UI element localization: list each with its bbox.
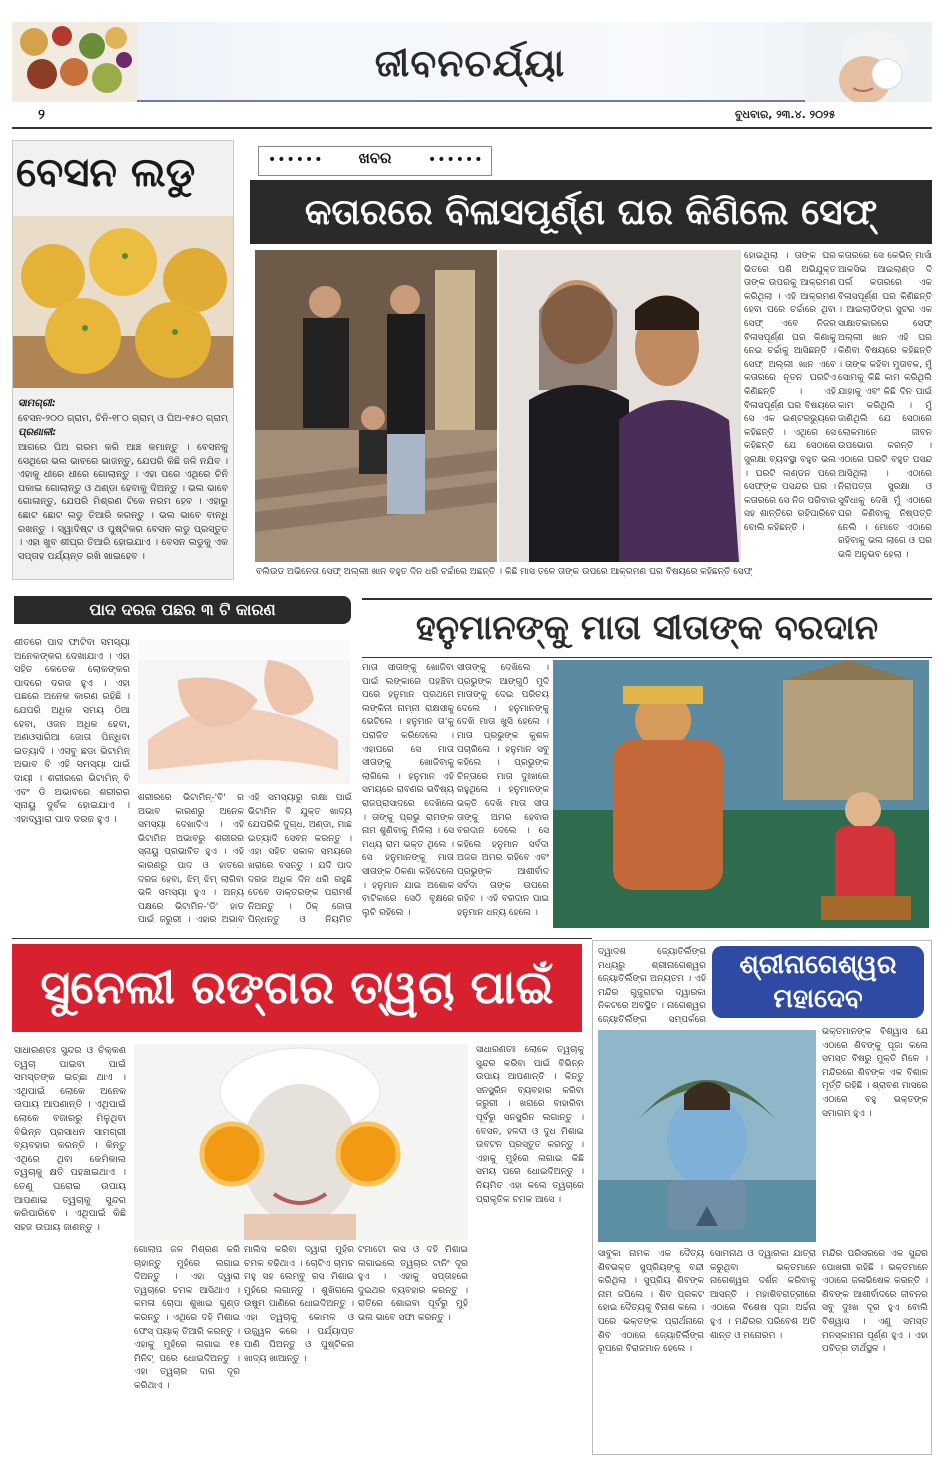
- besan-laddu-image: [13, 216, 233, 388]
- hanuman-body-col2: ସୀତାଙ୍କୁ ଦେଖିଲେ । ପ୍ରଭୁଙ୍କ ଆଙ୍ଗୁଠି ମୁଦି ମାତାଙ୍କୁ ଦେଇ ପରିଚୟ ଦେଲେ । ହନୁମାନଙ୍କୁ ଦେଖି ମାତା ଖୁସି ହେଲେ । ମାତା ପ୍ରଭୁଙ୍କ କୁଶଳ ପଚାରିଲେ । ହନୁମାନ ସବୁ କହିଲେ । ପ୍ରଭୁଙ୍କ ଚିନ୍ତାରେ ମାତା ଦୁଃଖରେ ରହୁଥିଲେ । ହନୁମାନଙ୍କ ଭକ୍ତି ଦେଖି ମାତା ସୀତା ତାଙ୍କୁ ଅମର ହେବାର ବରଦାନ ଦେଲେ । ସେ କହିଲେ ହନୁମାନ ସର୍ବଦା ଅଜର ଅମର ରହିବେ ଏବଂ ପ୍ରଭୁଙ୍କ ଆଶୀର୍ବାଦ ସର୍ବଦା ତାଙ୍କ ଉପରେ ରହିବ । ଏହି ବରଦାନ ପାଇ ହନୁମାନ ଧନ୍ୟ ହେଲେ ।: [457, 663, 549, 918]
- news-headline: କତାରରେ ବିଳାସପୂର୍ଣ୍ଣ ଘର କିଣିଲେ ସେଫ୍: [250, 180, 932, 244]
- hanuman-headline: ହନୁମାନଙ୍କୁ ମାତା ସୀତାଙ୍କ ବରଦାନ: [415, 608, 879, 648]
- page-number: ୨: [38, 107, 45, 123]
- news-photo-caption: ବଲିଉଡ ଅଭିନେତା ସେଫ୍ ଅଲ୍ଲୀ ଖାନ ବହୁତ ଦିନ ଧରି ଚର୍ଚ୍ଚାରେ ଅଛନ୍ତି । କିଛି ମାସ ତଳେ ତାଙ୍କ ଉପରେ ଆକ୍ରମଣ ଘର ବିଷୟରେ କହିଛନ୍ତି ସେଫ୍: [256, 567, 753, 577]
- shiva-headline: ଶ୍ରୀନାଗେଶ୍ୱର ମହାଦେବ: [712, 946, 924, 1018]
- shiva-body-col1: ଦ୍ୱାଦଶ ଜ୍ୟୋତିର୍ଲିଙ୍ଗ ମଧ୍ୟରୁ ଶ୍ରୀନାଗେଶ୍ୱର ଜ୍ୟୋତିର୍ଲିଙ୍ଗ ଅନ୍ୟତମ । ଏହି ମନ୍ଦିର ଗୁଜୁରାଟର ଦ୍ୱାରକା ନିକଟରେ ଅବସ୍ଥିତ । ନାଗେଶ୍ୱର ଜ୍ୟୋତିର୍ଲିଙ୍ଗ ସମ୍ପର୍କରେ: [598, 947, 706, 1025]
- ingredients-label: ସାମଗ୍ରୀ:: [18, 398, 56, 409]
- feet-body-col1: ଶୀତରେ ପାଦ ଫାଟିବା ସମସ୍ୟା ଅନେକଙ୍କର ଦେଖାଯାଏ । ଏହା ସହିତ କେତେକ ଲୋକଙ୍କର ପାଦରେ ଦରଜ ହୁଏ । ଏହା ପଛରେ ଅନେକ କାରଣ ରହିଛି । ଯେପରି ଅଧିକ ସମୟ ଠିଆ ହେବା, ଓଜନ ଅଧିକ ହେବା, ଅଣଓସାରିଆ ଜୋତା ପିନ୍ଧିବା ଇତ୍ୟାଦି । ଏସବୁ ଛଡା ଭିଟାମିନ୍ ଅଭାବ ବି ଏହି ସମସ୍ୟା ପାଇଁ ଦାୟୀ । ଶରୀରରେ ଭିଟାମିନ୍ ବି ଏବଂ ଡି ଅଭାବରେ ଶରୀରର ସ୍ନାୟୁ ଦୁର୍ବଳ ହୋଇଯାଏ । ଏହାଦ୍ୱାରା ପାଦ ଦରଜ ହୁଏ ।: [14, 637, 130, 825]
- hanuman-sita-painting: [553, 660, 929, 928]
- feet-body-col3: ଏହି ସମସ୍ୟାରୁ ରକ୍ଷା ପାଇଁ ଭିଟାମିନ ବି ଯୁକ୍ତ ଖାଦ୍ୟ ଯେପରିକି ଦୁଗ୍ଧ, ଅଣ୍ଡା, ମାଛ ଇତ୍ୟାଦି ସେବନ କରନ୍ତୁ । ଏହା ସହିତ ସକାଳ ସମୟରେ ଖରାରେ ବସନ୍ତୁ । ଯଦି ପାଦ ଦରଜ ଅଧିକ ଦିନ ଧରି ରହୁଛି ତେବେ ଡାକ୍ତରଙ୍କ ପରାମର୍ଶ ନିଅନ୍ତୁ । ଠିକ୍ ଜୋତା ପିନ୍ଧନ୍ତୁ ଓ ନିୟମିତ: [248, 793, 352, 926]
- shiva-body-col2: ଭକ୍ତମାନଙ୍କ ବିଶ୍ୱାସ ଯେ ଏଠାରେ ଶିବଙ୍କୁ ପୂଜା କଲେ ସମସ୍ତ ବିଷରୁ ମୁକ୍ତି ମିଳେ । ମନ୍ଦିରରେ ଶିବଙ୍କ ଏକ ବିଶାଳ ମୂର୍ତ୍ତି ରହିଛି । ଶ୍ରାବଣ ମାସରେ ଏଠାରେ ବହୁ ଭକ୍ତଙ୍କ ସମାଗମ ହୁଏ ।: [822, 1027, 928, 1119]
- feet-body-col2: ଶରୀରରେ ଭିଟାମିନ୍-'ବି' ର ଅଭାବ କାରଣରୁ ଅନେକ ସମସ୍ୟା ଦେଖାଦିଏ । ଏହି ଭିଟାମିନ ଅଭାବରୁ ଶରୀରର ସ୍ନାୟୁ ପ୍ରଭାବିତ ହୁଏ । ଏହି କାରଣରୁ ପାଦ ଓ ହାତରେ ଦରଜ ହେବା, ଝିମ୍ ଝିମ୍ ଲାଗିବା ଭଳି ସମସ୍ୟା ହୁଏ । ଅନ୍ୟ ପକ୍ଷରେ ଭିଟାମିନ-'ଡି' ହାଡ ପାଇଁ ଜରୁରୀ । ଏହାର ଅଭାବ: [138, 793, 244, 926]
- skin-body-col4: ଟମାଟୋ ରସ ଓ ଦହି ମିଶାଇ ଲଗାଇଲେ ତ୍ୱଚାର ଟାନିଂ ଦୂର ହୁଏ । ଏହାକୁ ସପ୍ତାହରେ ଦୁଇଥର ବ୍ୟବହାର କରନ୍ତୁ । ରାତିରେ ଶୋଇବା ପୂର୍ବରୁ ମୁହଁ ଭଲ ଭାବେ ସଫା କରନ୍ତୁ ।: [358, 1245, 468, 1323]
- skin-body-col5: ସାଧାରଣତଃ ଲୋକେ ତ୍ୱଚାକୁ ସୁନ୍ଦର କରିବା ପାଇଁ ବିଭିନ୍ନ ଉପାୟ ଆପଣାନ୍ତି । କିନ୍ତୁ ସନସ୍କ୍ରିନ ବ୍ୟବହାର କରିବା ଜରୁରୀ । ଖରାରେ ବାହାରିବା ପୂର୍ବରୁ ସନସ୍କ୍ରିନ ଲଗାନ୍ତୁ । ବେସନ, ହଳଦୀ ଓ ଦୁଧ ମିଶାଇ ଉବଟନ ପ୍ରସ୍ତୁତ କରନ୍ତୁ । ଏହାକୁ ମୁହଁରେ ଲଗାଇ କିଛି ସମୟ ପରେ ଧୋଇଦିଅନ୍ତୁ । ନିୟମିତ ଏହା କଲେ ତ୍ୱଚାରେ ପ୍ରାକୃତିକ ଚମକ ଆସେ ।: [476, 1045, 584, 1205]
- lord-shiva-image: [598, 1030, 816, 1242]
- skin-headline: ସୁନେଲୀ ରଙ୍ଗର ତ୍ୱଚା ପାଇଁ: [12, 944, 582, 1032]
- method-label: ପ୍ରଣାଳୀ:: [18, 427, 57, 438]
- ingredients-text: ବେସନ-୨୦୦ ଗ୍ରାମ, ଚିନି-୧୮୦ ଗ୍ରାମ୍ ଓ ଘିଅ-୧୫୦ ଗ୍ରାମ୍: [18, 413, 228, 424]
- skin-body-col3: ମାଲିସ କରିବା ଦ୍ୱାରା ମୁହଁର ଚମକ ବଢିଥାଏ । ଚୋଟିଏ ଚାମଚ ମହୁ ସହ ଲେମ୍ବୁ ରସ ମିଶାଇ ମୁହଁରେ ଲଗାନ୍ତୁ । ଶୁଖିଗଲେ ଉଷୁମ ପାଣିରେ ଧୋଇଦିଅନ୍ତୁ । ଏହା ତ୍ୱଚାକୁ କୋମଳ ଓ ଉଜ୍ଜ୍ୱଳ କରେ । ପର୍ଯ୍ୟାପ୍ତ ପାଣି ପିଅନ୍ତୁ ଓ ପୁଷ୍ଟିକର ଖାଦ୍ୟ ଖାଆନ୍ତୁ ।: [244, 1245, 354, 1364]
- feet-headline: ପାଦ ଦରଜ ପଛର ୩ ଟି କାରଣ: [14, 596, 351, 624]
- hanuman-body-col1: ମାତା ସୀତାଙ୍କୁ ଖୋଜିବା ପାଇଁ ଲଙ୍କାରେ ପହଞ୍ଚିବା ପରେ ହନୁମାନ ପ୍ରଥମେ ଲଙ୍କିନୀ ନାମ୍ନୀ ରାକ୍ଷସୀକୁ ଭେଟିଲେ । ହନୁମାନ ତା'କୁ ପରାଜିତ କରିଦେଲେ । ଏହାପରେ ସେ ମାତା ସୀତାଙ୍କୁ ଖୋଜିବାକୁ ଲାଗିଲେ । ହନୁମାନ ଏହି ସମୟରେ ରାବଣର ଭବିଷ୍ୟ ରାଜପ୍ରାସାଦରେ ଦେଖିଲେ । ତାଙ୍କୁ ପ୍ରଭୁ ରାମଙ୍କ ନାମ ଶୁଣିବାକୁ ମିଳିଲା । ସେ ମଧ୍ୟ ରାମ ଭକ୍ତ ଥିଲେ । ସେ ହନୁମାନଙ୍କୁ ମାତା ସୀତାଙ୍କ ଠିକଣା କହିଦେଲେ । ହନୁମାନ ଯାଇ ଅଶୋକ ବାଟିକାରେ ସେଠି ବୃକ୍ଷରେ ଲୁଚି ରହିଲେ ।: [362, 663, 454, 918]
- issue-date: ବୁଧବାର, ୨୩.୪. ୨୦୨୫: [735, 108, 836, 121]
- saif-family-photo: [255, 250, 497, 562]
- section-title: ଜୀବନଚର୍ଯ୍ୟା: [374, 40, 566, 85]
- face-care-woman-image: [805, 22, 932, 102]
- news-body-col2: କତାରରେ ସେ କେଭିନ୍ ମାର୍ସା ଆକସିଭ ଆଇଲାଣ୍ଡ ଦି ପର୍ଲ କତାରରେ ଏକ ବିଳାସପୂର୍ଣ୍ଣ ଘର କିଣିଛନ୍ତି । ଆଇଲାଡିଙ୍ଗ ସୁଟର ଏକ ସାକ୍ଷାତକାରରେ ସେଫ୍ ଅଲ୍ଲୀ ଖାନ ଏହି ଘର କିଣିବା ବିଷୟରେ କହିଛନ୍ତି । ତାଙ୍କ କହିବା ମୁତାବକ, ମୁଁ ସୋମକୁ କିଛି କାମ କରିଥିଲି ଯାହାକୁ ଏବଂ କିଛି ଦିନ ପାଇଁ କାମ କରିଥିଲି । ମୁଁ ଜାଣିଥିଲି ଯେ ସେଠାରେ ଲୋକମାନେ ଜୀବନ ଉପଭୋଗ କରନ୍ତି । ଏଠାରେ ଘରଟି ବହୁତ ପସନ୍ଦ ଆସିଥିଲା । ଏଠାରେ ନିରାପତ୍ତା ସୁରକ୍ଷା ଓ ସୁବିଧାକୁ ଦେଖି ମୁଁ ଏଠାରେ ଘର କିଣିବାକୁ ନିଷ୍ପତ୍ତି ନେଲି । ମୋତେ ଏଠାରେ ରହିବାକୁ ଭଲ ଲାଗେ ଓ ଘର ଭଳି ଅନୁଭବ ହେଲା ।: [838, 251, 932, 561]
- method-text: ଆଗରେ ଘିଅ ଗରମ କରି ଆଞ୍ଚ କମାନ୍ତୁ । ବେସନକୁ ସେଥିରେ ଭଲ ଭାବରେ ଭାଜନ୍ତୁ, ଯେପରି କିଛି ଜଳି ନଯିବ । ଏହାକୁ ଧୀରେ ଧୀରେ ଗୋଲାନ୍ତୁ । ଏହା ପରେ ଏଥିରେ ଚିନି ପକାଇ ଗୋଲାନ୍ତୁ ଓ ଥଣ୍ଡା ହେବାକୁ ଦିଅନ୍ତୁ । ଭଲ ଭାବେ ଗୋଳାନ୍ତୁ, ଯେପରି ମିଶ୍ରଣ ଟିକେ ନରମ ହେବ । ଏହାରୁ ଛୋଟ ଛୋଟ ଲଡୁ ତିଆରି କରନ୍ତୁ । ଭଲ ଭାବେ ବାନ୍ଧି ରଖନ୍ତୁ । ସ୍ୱାଦିଷ୍ଟ ଓ ପୁଷ୍ଟିକର ବେସନ ଲଡୁ ପ୍ରସ୍ତୁତ । ଏହା ଖୁବ ଶୀଘ୍ର ତିଆରି ହୋଇଯାଏ । ବେସନ ଲଡୁକୁ ଏକ ସପ୍ତାହ ପର୍ଯ୍ୟନ୍ତ ରଖି ଖାଇହେବ ।: [18, 442, 228, 562]
- food-collage-image: [12, 22, 137, 102]
- section-rule: [12, 938, 592, 939]
- skin-body-col2: ଗୋଲାପ ଜଳ ମିଶ୍ରଣ କରି ଚାହାନ୍ତୁ ମୁହଁରେ ଲଗାଇ ଦିଅନ୍ତୁ । ଏହା ଦ୍ୱାରା ତ୍ୱଚାରେ ଚମକ ଆସିଥାଏ । କମଳା ଚୋପା ଶୁଖାଇ ଗୁଣ୍ଡ କରନ୍ତୁ । ଏଥିରେ ଦହି ମିଶାଇ ଫେସ୍ ପ୍ୟାକ୍ ତିଆରି କରନ୍ତୁ । ଏହାକୁ ମୁହଁରେ ଲଗାଇ ୧୫ ମିନିଟ୍ ପରେ ଧୋଇଦିଅନ୍ତୁ । ଏହା ତ୍ୱଚାର ଦାଗ ଦୂର କରିଥାଏ ।: [134, 1245, 240, 1391]
- kicker-dots-right: ••••••: [428, 152, 484, 168]
- kicker-dots-left: ••••••: [268, 152, 324, 168]
- skin-body-col1: ସାଧାରଣତଃ ସୁନ୍ଦର ଓ ଚିକ୍କଣ ତ୍ୱଚା ପାଇବା ପାଇଁ ସମସ୍ତଙ୍କ ଇଚ୍ଛା ଥାଏ । ଏଥିପାଇଁ ଲୋକେ ଅନେକ ଉପାୟ ଆପଣାନ୍ତି । ଏଥିପାଇଁ ଲୋକେ ବଜାରରୁ ମିଳୁଥିବା ବିଭିନ୍ନ ପ୍ରସାଧନ ସାମଗ୍ରୀ ବ୍ୟବହାର କରନ୍ତି । କିନ୍ତୁ ଏଥିରେ ଥିବା କେମିକାଲ ତ୍ୱଚାକୁ କ୍ଷତି ପହଞ୍ଚାଇଥାଏ । ତେଣୁ ଘରୋଇ ଉପାୟ ଆପଣାଇ ତ୍ୱଚାକୁ ସୁନ୍ଦର କରିପାରିବେ । ଏଥିପାଇଁ କିଛି ସହଜ ଉପାୟ ଜାଣନ୍ତୁ ।: [14, 1045, 126, 1233]
- recipe-title: ବେସନ ଲଡୁ: [16, 149, 196, 196]
- orange-face-mask-image: [134, 1044, 468, 1240]
- shiva-body-col4: ସୋମନାଥ ଓ ଦ୍ୱାରକା ଯାତ୍ରା କରୁଥିବା ଭକ୍ତମାନେ ନାଗେଶ୍ୱର ଦର୍ଶନ କରିବାକୁ ଆସନ୍ତି । ମହାଶିବରାତ୍ରୀରେ ଏଠାରେ ବିଶେଷ ପୂଜା ଅର୍ଚ୍ଚନା ହୁଏ । ମନ୍ଦିରର ପରିବେଶ ଅତି ଶାନ୍ତ ଓ ମନୋରମ ।: [710, 1249, 816, 1341]
- shiva-body-col3: ସାବୁକା ନାମକ ଏକ ଦୈତ୍ୟ ଶିବଭକ୍ତ ସୁପ୍ରିୟଙ୍କୁ ବନ୍ଦୀ କରିଥିଲା । ସୁପ୍ରିୟ ଶିବଙ୍କ ନାମ ଜପିଲେ । ଶିବ ପ୍ରକଟ ହୋଇ ଦୈତ୍ୟକୁ ବିନାଶ କଲେ । ପରେ ଭକ୍ତଙ୍କ ପ୍ରାର୍ଥନାରେ ଶିବ ଏଠାରେ ଜ୍ୟୋତିର୍ଲିଙ୍ଗ ରୂପରେ ବିରାଜମାନ ହେଲେ ।: [598, 1249, 704, 1355]
- news-kicker: ଖବର: [358, 149, 392, 167]
- foot-massage-image: [138, 640, 350, 784]
- shiva-body-col5: ମନ୍ଦିର ପରିସରରେ ଏକ ସୁନ୍ଦର ପୋଖରୀ ରହିଛି । ଭକ୍ତମାନେ ଏଠାରେ ଜଳାଭିଷେକ କରନ୍ତି । ଶିବଙ୍କ ଆଶୀର୍ବାଦରେ ଜୀବନର ସବୁ ଦୁଃଖ ଦୂର ହୁଏ ବୋଲି ବିଶ୍ୱାସ । ଏଣୁ ସମସ୍ତ ମନସ୍କାମନା ପୂର୍ଣ୍ଣ ହୁଏ । ଏହା ପବିତ୍ର ତୀର୍ଥସ୍ଥଳ ।: [822, 1249, 928, 1355]
- news-body-col1: ହୋଇଥିଲା । ତାଙ୍କ ଘର ଭିତରେ ପଶି ଅଭିଯୁକ୍ତ ତାଙ୍କ ଉପରକୁ ଆକ୍ରମଣ କରିଥିଲା । ଏହି ଆକ୍ରମଣ ହେବା ପରେ ଚର୍ଚ୍ଚାରେ ଥିବା ସେଫ୍ ଏବେ ନିଜର ବିଳାସପୂର୍ଣ୍ଣ ଘର କିଣାକୁ ନେଇ ଚର୍ଚ୍ଚାକୁ ଆସିଛନ୍ତି । ସେଫ୍ ଅଲ୍ଲୀ ଖାନ ଏବେ କତାରରେ ନୂତନ ଘରଟିଏ କିଣିଛନ୍ତି । ଏହି ବିଳାସପୂର୍ଣ୍ଣ ଘର ବିଷୟରେ ସେ ଏକ ଇଣ୍ଟରଭ୍ୟୁରେ କହିଛନ୍ତି । ଏଥିରେ ସେ କହିଛନ୍ତି ଯେ ସେଠାରେ ସୁରକ୍ଷା ବ୍ୟବସ୍ଥା ବହୁତ ଭଲ । ଘରଟି ଲଣ୍ଡନ ପରେ ସେଫ୍ଙ୍କ ପସନ୍ଦର ଘର । କତାରରେ ସେ ନିଜ ପରିବାର ସହ ଶାନ୍ତିରେ ରହିପାରିବେ ବୋଲି କହିଛନ୍ତି ।: [744, 251, 836, 533]
- masthead-rule: [12, 127, 932, 129]
- saif-kareena-photo: [499, 250, 741, 562]
